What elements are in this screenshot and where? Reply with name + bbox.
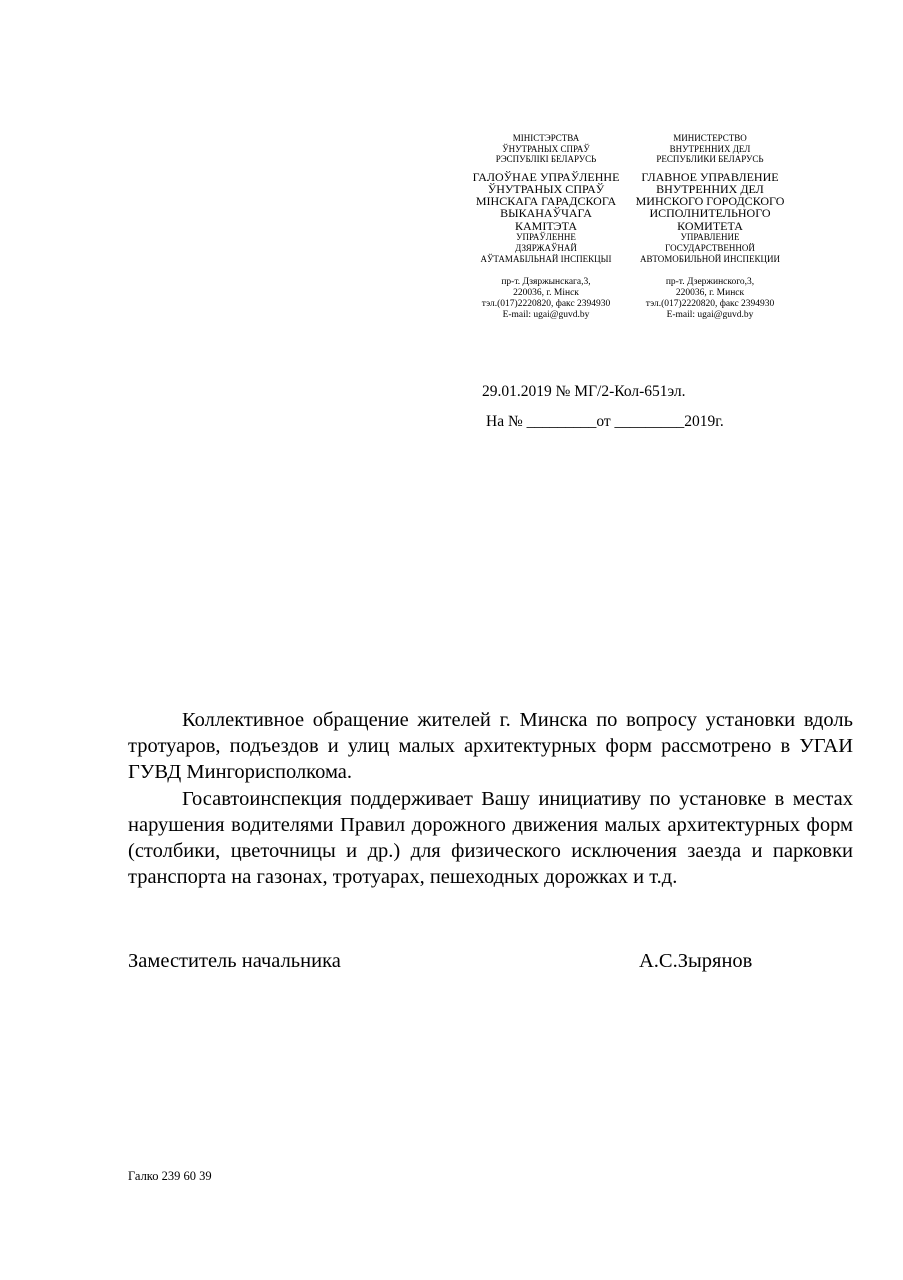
ministry-name-ru: МИНИСТЕРСТВО ВНУТРЕННИХ ДЕЛ РЕСПУБЛИКИ БЕЛАРУСЬ (656, 133, 764, 164)
signatory-position: Заместитель начальника (128, 950, 341, 972)
subdivision-name-ru: УПРАВЛЕНИЕ ГОСУДАРСТВЕННОЙ АВТОМОБИЛЬНОЙ ИНСПЕКЦИИ (640, 231, 780, 264)
address-ru: пр-т. Дзержинского,3, 220036, г. Минск тэл.(017)2220820, факс 2394930 E-mail: ugai@guvd.by (645, 276, 775, 320)
signatory-name: А.С.Зырянов (639, 950, 753, 972)
registration-number: 29.01.2019 № МГ/2-Кол-651эл. (482, 383, 686, 400)
letterhead-belarusian (460, 133, 632, 321)
subdivision-name-by: УПРАЎЛЕННЕ ДЗЯРЖАЎНАЙ АЎТАМАБІЛЬНАЙ ІНСПЕКЦЫІ (480, 231, 612, 264)
letterhead-russian (630, 133, 790, 321)
letter-body (128, 707, 853, 890)
department-name-ru: ГЛАВНОЕ УПРАВЛЕНИЕ ВНУТРЕННИХ ДЕЛ МИНСКОГО ГОРОДСКОГО ИСПОЛНИТЕЛЬНОГО КОМИТЕТА (635, 169, 785, 233)
department-name-by: ГАЛОЎНАЕ УПРАЎЛЕННЕ ЎНУТРАНЫХ СПРАЎ МІНСКАГА ГАРАДСКОГА ВЫКАНАЎЧАГА КАМІТЭТА (472, 169, 620, 233)
body-paragraph: Коллективное обращение жителей г. Минска по вопросу установки вдоль тротуаров, подъездов и улиц малых архитектурных форм рассмотрено в УГАИ ГУВД Мингорисполкома. (128, 709, 853, 784)
ministry-name-by: МІНІСТЭРСТВА ЎНУТРАНЫХ СПРАЎ РЭСПУБЛІКІ БЕЛАРУСЬ (495, 133, 597, 164)
reference-number: На № _________от _________2019г. (486, 413, 724, 430)
address-by: пр-т. Дзяржынскага,3, 220036, г. Мінск тэл.(017)2220820, факс 2394930 E-mail: ugai@guvd.by (481, 276, 611, 320)
body-paragraph: Госавтоинспекция поддерживает Вашу инициативу по установке в местах нарушения водителями Правил дорожного движения малых архитектурных форм (столбики, цветочницы и др.) для физического исключения заезда и парковки транспорта на газонах, тротуарах, пешеходных дорожках и т.д. (128, 787, 853, 889)
executor-note: Галко 239 60 39 (128, 1169, 212, 1183)
